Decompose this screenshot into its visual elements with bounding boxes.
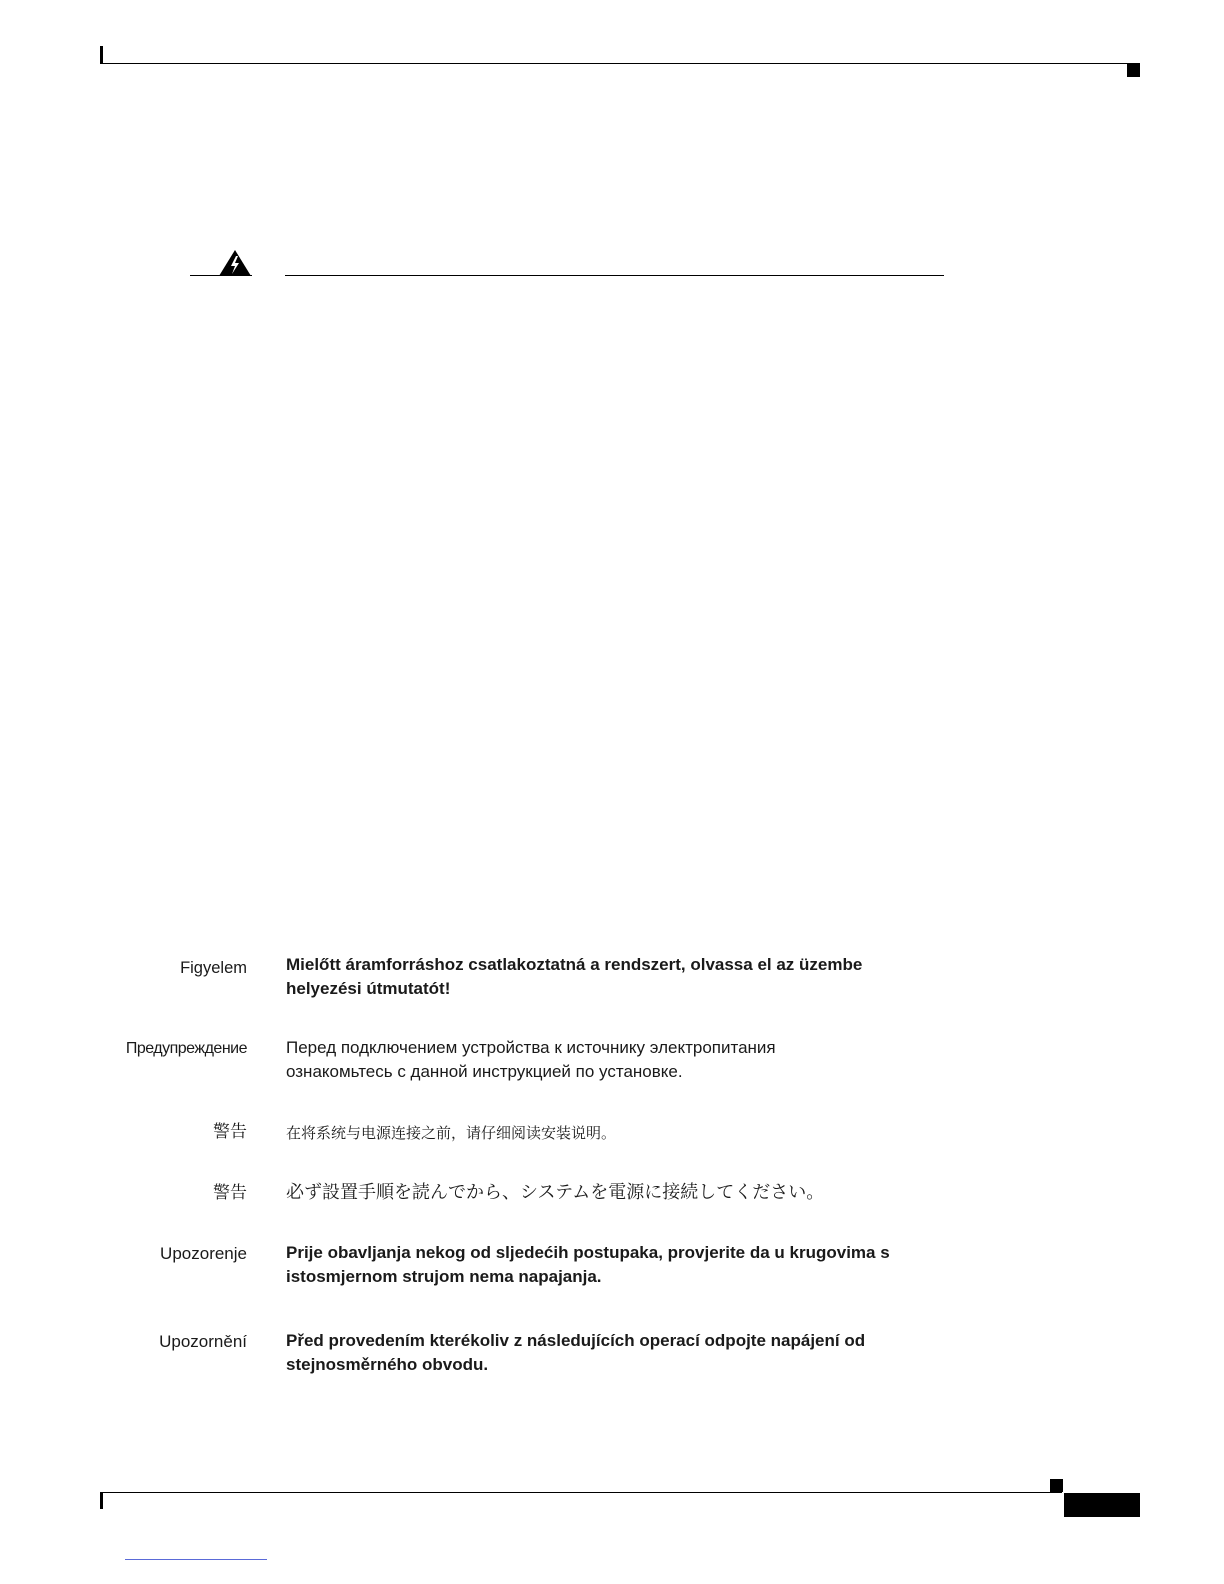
footer-square-mark	[1050, 1479, 1063, 1492]
warning-text-czech: Před provedením kterékoliv z následujících operací odpojte napájení od stejnosměrného obvodu.	[286, 1331, 866, 1374]
warning-text-hungarian: Mielőtt áramforráshoz csatlakoztatná a rendszert, olvassa el az üzembe helyezési útmutatót!	[286, 955, 863, 998]
footer-corner-mark	[100, 1493, 103, 1509]
warning-heading-rule	[285, 275, 944, 276]
warning-text-chinese: 在将系统与电源连接之前，请仔细阅读安装说明。	[286, 1124, 617, 1142]
footer-link-underline[interactable]	[125, 1559, 267, 1560]
warning-label-croatian: Upozorenje	[160, 1244, 247, 1263]
warning-text-croatian: Prije obavljanja nekog od sljedećih postupaka, provjerite da u krugovima s istosmjernom strujom nema napajanja.	[286, 1243, 890, 1286]
warning-text-japanese: 必ず設置手順を読んでから、システムを電源に接続してください。	[286, 1182, 825, 1203]
warning-label-chinese: 警告	[213, 1122, 247, 1142]
page-number-bar	[1064, 1493, 1140, 1517]
header-corner-mark	[100, 46, 103, 64]
warning-label-russian: Предупреждение	[125, 1040, 247, 1057]
warning-icon-underline	[190, 275, 252, 276]
header-rule	[100, 63, 1140, 64]
warning-label-czech: Upozornění	[159, 1332, 247, 1351]
warning-label-hungarian: Figyelem	[180, 959, 247, 977]
warning-label-japanese: 警告	[213, 1183, 247, 1203]
warning-icon	[218, 249, 252, 277]
footer-rule	[100, 1492, 1062, 1493]
header-square-mark	[1127, 64, 1140, 77]
warning-text-russian: Перед подключением устройства к источнику электропитания ознакомьтесь с данной инструкцией по установке.	[286, 1038, 776, 1081]
